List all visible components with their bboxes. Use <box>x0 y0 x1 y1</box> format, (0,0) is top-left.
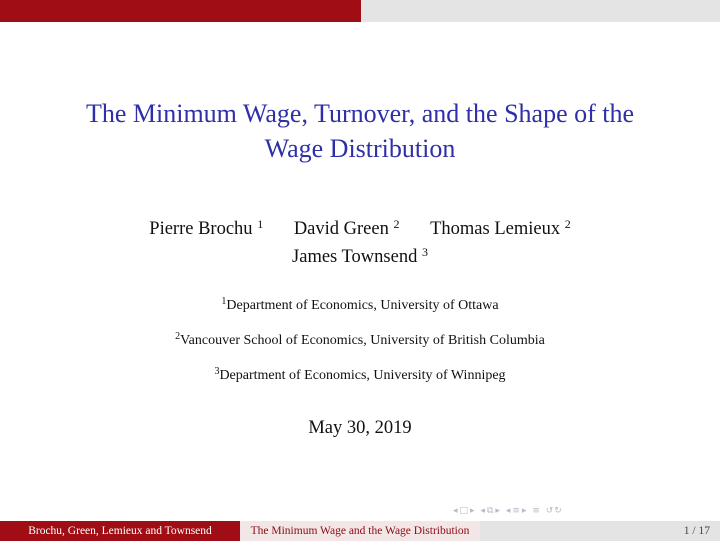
author-row-2 <box>0 243 720 271</box>
author-green: David Green $^2$ <box>293 217 400 239</box>
nav-next-subsection-icon[interactable]: ▸ <box>495 506 501 516</box>
header-bar-right <box>361 0 720 22</box>
title-line-2: Wage Distribution <box>264 134 456 163</box>
footer-page-number: 1 / 17 <box>480 521 720 541</box>
header-bar-left <box>0 0 361 22</box>
nav-prev-section-icon[interactable]: ◂ <box>505 506 512 516</box>
affiliation-2: $^2$Vancouver School of Economics, University of British Columbia <box>175 331 545 348</box>
nav-section-icon[interactable]: ≡ <box>512 506 521 516</box>
nav-next-frame-icon[interactable]: ▸ <box>470 506 476 516</box>
header-bar <box>0 0 720 22</box>
presentation-date: May 30, 2019 <box>308 418 412 438</box>
author-lemieux: Thomas Lemieux $^2$ <box>430 217 571 239</box>
nav-subsection-icon[interactable]: ⧉ <box>486 506 495 516</box>
author-affil-mark: 3 <box>421 245 428 259</box>
author-brochu: Pierre Brochu $^1$ <box>149 217 264 239</box>
affiliation-1: $^1$Department of Economics, University of Ottawa <box>221 296 499 313</box>
author-row-1 <box>0 215 720 243</box>
author-townsend: James Townsend $^3$ <box>292 245 428 267</box>
navigation-symbols <box>453 506 564 520</box>
author-list <box>0 215 720 271</box>
slide-title <box>0 96 720 166</box>
author-affil-mark: 2 <box>393 217 400 231</box>
nav-frame-icon[interactable]: □ <box>459 506 470 516</box>
nav-align-icon[interactable]: ≡ <box>532 506 541 516</box>
nav-prev-subsection-icon[interactable]: ◂ <box>480 506 486 516</box>
nav-next-section-icon[interactable]: ▸ <box>521 506 528 516</box>
footer-short-title: The Minimum Wage and the Wage Distribution <box>240 521 480 541</box>
nav-prev-frame-icon[interactable]: ◂ <box>453 506 459 516</box>
author-affil-mark: 1 <box>257 217 264 231</box>
title-line-1: The Minimum Wage, Turnover, and the Shape of the <box>85 99 635 128</box>
footer-bar <box>0 521 720 541</box>
author-affil-mark: 2 <box>564 217 571 231</box>
affiliation-3: $^3$Department of Economics, University of Winnipeg <box>214 366 506 383</box>
nav-search-icon[interactable]: ↺↻ <box>545 506 563 516</box>
footer-authors: Brochu, Green, Lemieux and Townsend <box>0 521 240 541</box>
